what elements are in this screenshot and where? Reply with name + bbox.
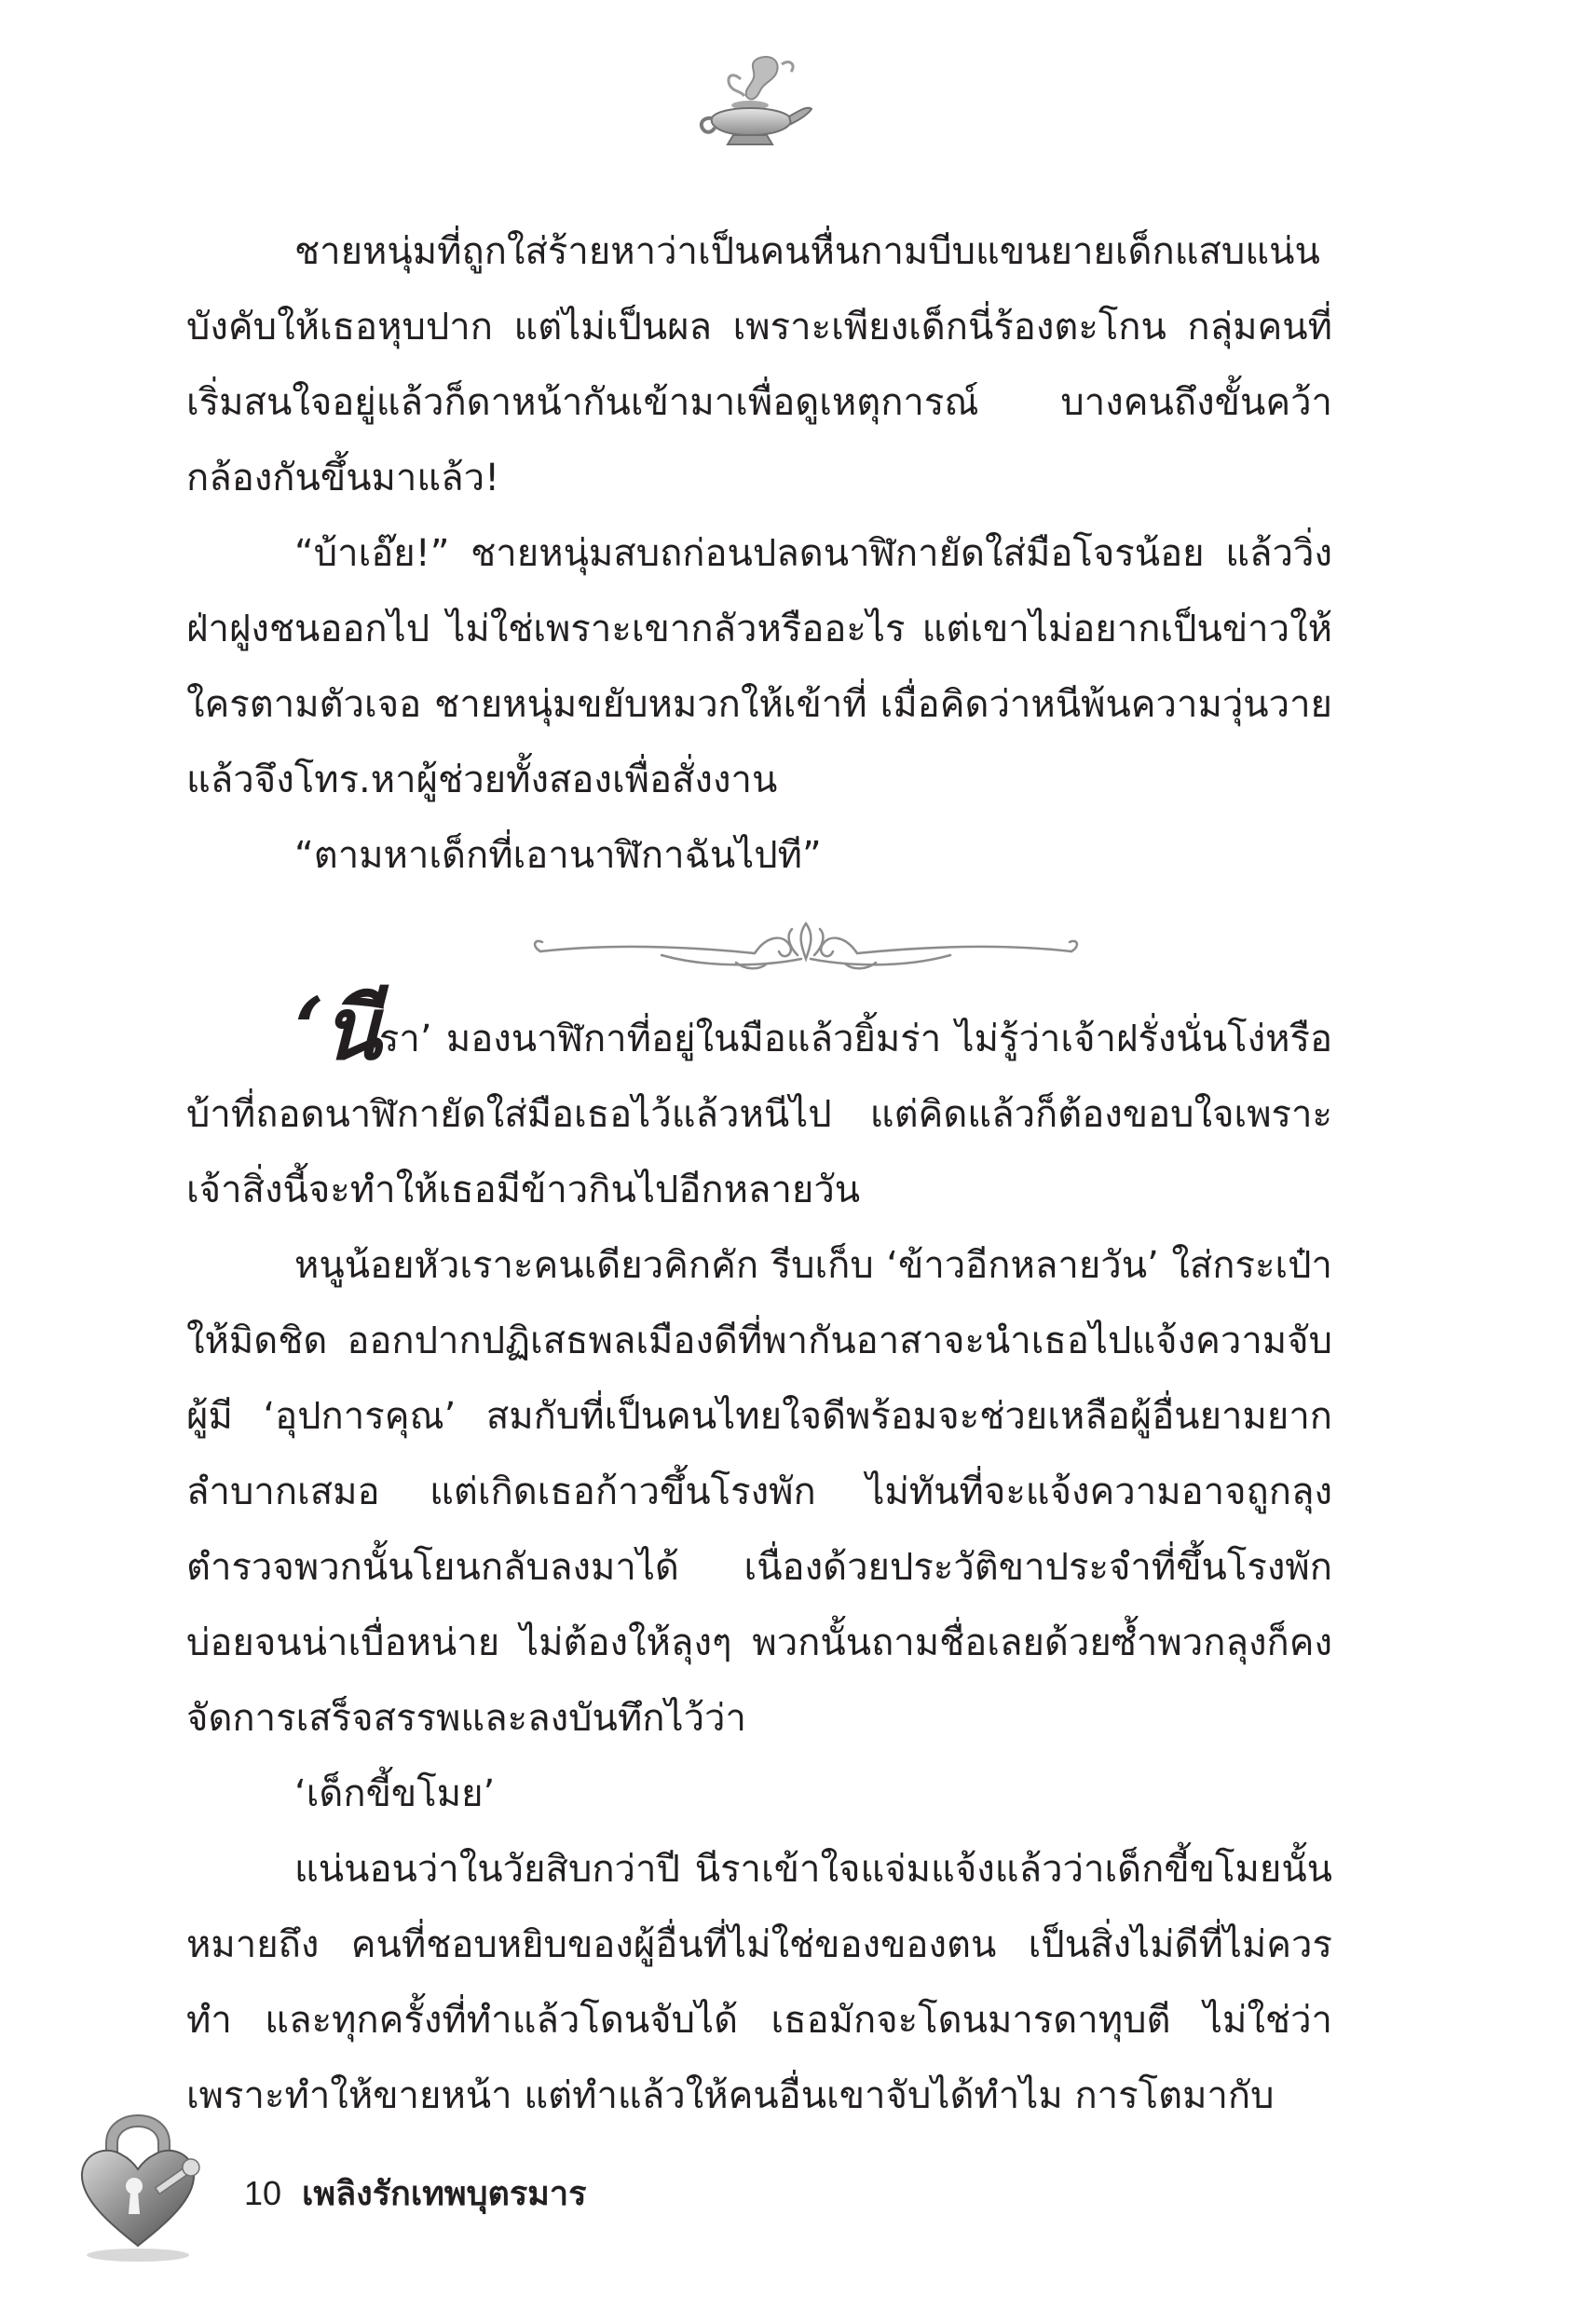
section-one xyxy=(186,214,1332,894)
paragraph: ชายหนุ่มที่ถูกใส่ร้ายหาว่าเป็นคนหื่นกามบีบแขนยายเด็กแสบแน่น บังคับให้เธอหุบปาก แต่ไม่เป็นผล เพราะเพียงเด็กนี่ร้องตะโกน กลุ่มคนที่เริ่มสนใจอยู่แล้วก็ดาหน้ากันเข้ามาเพื่อดูเหตุการณ์ บางคนถึงขั้นคว้ากล้องกันขึ้นมาแล้ว! xyxy=(186,230,1332,499)
drop-cap: ‘นี xyxy=(294,978,379,1079)
ornamental-flourish-icon xyxy=(522,918,1090,983)
magic-lamp-icon xyxy=(685,51,815,154)
paragraph: แน่นอนว่าในวัยสิบกว่าปี นีราเข้าใจแจ่มแจ้งแล้วว่าเด็กขี้ขโมยนั้นหมายถึง คนที่ชอบหยิบของผู้อื่นที่ไม่ใช่ของของตน เป็นสิ่งไม่ดีที่ไม่ควรทำ และทุกครั้งที่ทำแล้วโดนจับได้ เธอมักจะโดนมารดาทุบตี ไม่ใช่ว่าเพราะทำให้ขายหน้า แต่ทำแล้วให้คนอื่นเขาจับได้ทำไม การโตมากับ xyxy=(186,1848,1332,2117)
section-two xyxy=(186,978,1332,2134)
paragraph: ‘เด็กขี้ขโมย’ xyxy=(294,1772,496,1815)
page-number: 10 xyxy=(244,2174,282,2212)
heart-padlock-icon xyxy=(73,2078,212,2264)
paragraph: “บ้าเอ๊ย!” ชายหนุ่มสบถก่อนปลดนาฬิกายัดใส่มือโจรน้อย แล้ววิ่งฝ่าฝูงชนออกไป ไม่ใช่เพราะเขากลัวหรืออะไร แต่เขาไม่อยากเป็นข่าวให้ใครตามตัวเจอ ชายหนุ่มขยับหมวกให้เข้าที่ เมื่อคิดว่าหนีพ้นความวุ่นวายแล้วจึงโทร.หาผู้ช่วยทั้งสองเพื่อสั่งงาน xyxy=(186,532,1332,801)
paragraph-text: รา’ มองนาฬิกาที่อยู่ในมือแล้วยิ้มร่า ไม่รู้ว่าเจ้าฝรั่งนั่นโง่หรือบ้าที่ถอดนาฬิกายัดใส่มือเธอไว้แล้วหนีไป แต่คิดแล้วก็ต้องขอบใจเพราะเจ้าสิ่งนี้จะทำให้เธอมีข้าวกินไปอีกหลายวัน xyxy=(186,1018,1332,1211)
paragraph: “ตามหาเด็กที่เอานาฬิกาฉันไปที” xyxy=(294,834,822,877)
paragraph: หนูน้อยหัวเราะคนเดียวคิกคัก รีบเก็บ ‘ข้าวอีกหลายวัน’ ใส่กระเป๋าให้มิดชิด ออกปากปฏิเสธพลเมืองดีที่พากันอาสาจะนำเธอไปแจ้งความจับผู้มี ‘อุปการคุณ’ สมกับที่เป็นคนไทยใจดีพร้อมจะช่วยเหลือผู้อื่นยามยากลำบากเสมอ แต่เกิดเธอก้าวขึ้นโรงพัก ไม่ทันที่จะแจ้งความอาจถูกลุงตำรวจพวกนั้นโยนกลับลงมาได้ เนื่องด้วยประวัติขาประจำที่ขึ้นโรงพักบ่อยจนน่าเบื่อหน่าย ไม่ต้องให้ลุงๆ พวกนั้นถามชื่อเลยด้วยซ้ำพวกลุงก็คงจัดการเสร็จสรรพและลงบันทึกไว้ว่า xyxy=(186,1244,1332,1740)
book-title: เพลิงรักเทพบุตรมาร xyxy=(302,2175,587,2213)
page-footer xyxy=(244,2167,586,2220)
paragraph-with-drop-cap xyxy=(186,978,1332,1228)
